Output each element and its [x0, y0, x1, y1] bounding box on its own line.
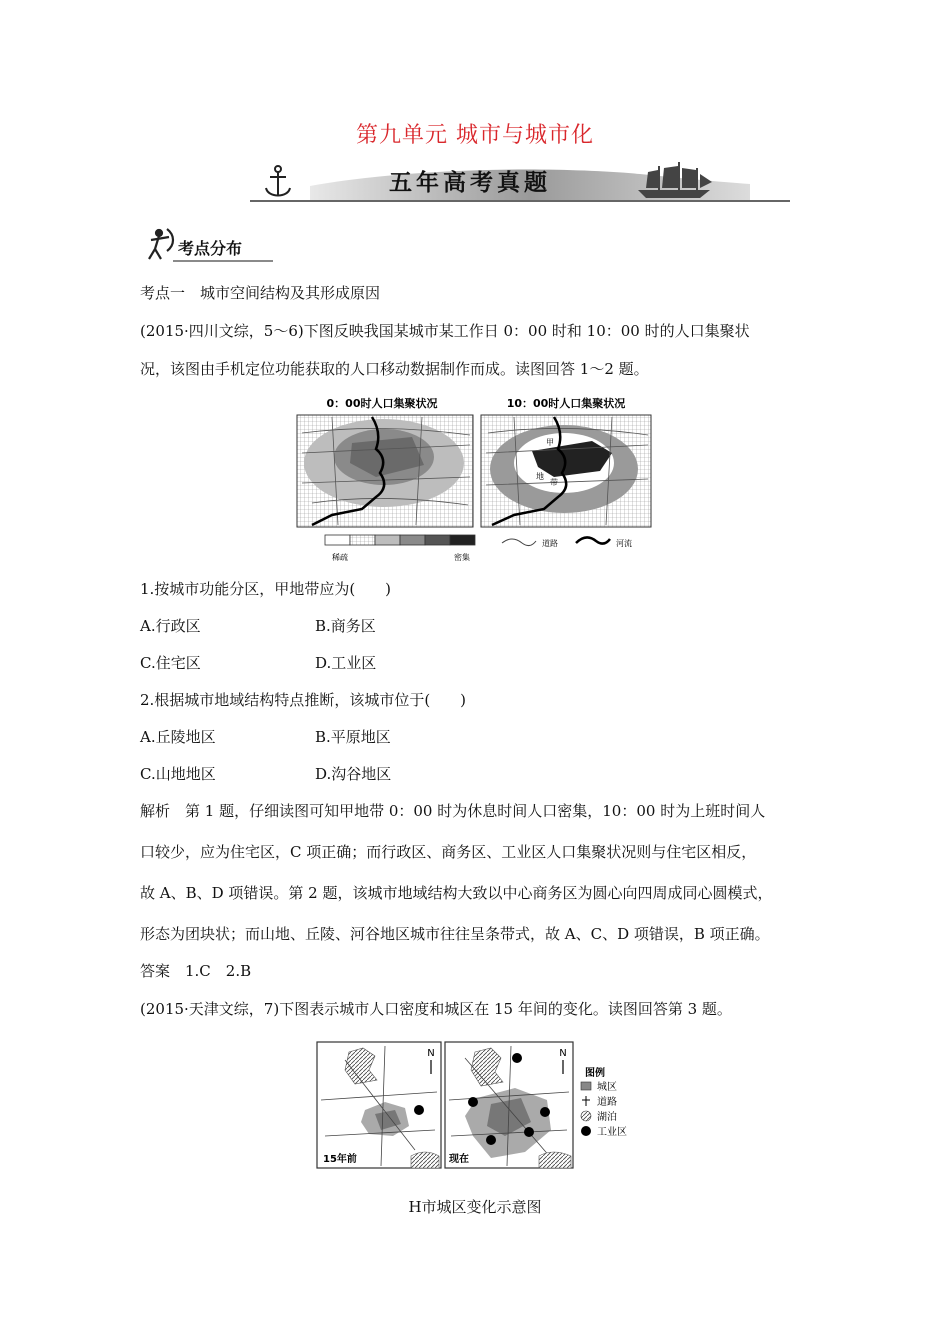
analysis-line-3: 故 A、B、D 项错误。第 2 题，该城市地域结构大致以中心商务区为圆心向四周成同心圆模式， [140, 884, 773, 902]
density-legend [325, 535, 632, 562]
north-arrow-left: N [427, 1048, 435, 1059]
city-change-maps [315, 1040, 645, 1172]
archer-icon [149, 229, 173, 259]
q1-option-b: B.商务区 [315, 617, 376, 635]
q1-option-d: D.工业区 [315, 654, 377, 672]
legend-dense: 密集 [454, 553, 470, 562]
banner-title: 五年高考真题 [389, 170, 551, 196]
q2-stem: 2.根据城市地域结构特点推断，该城市位于( ) [140, 691, 467, 709]
map-15-years-ago [317, 1042, 441, 1168]
intro-line-1: (2015·四川文综，5～6)下图反映我国某城市某工作日 0：00 时和 10：00 时的人口集聚状 [140, 322, 750, 340]
legend-urban: 城区 [597, 1082, 617, 1093]
label-now: 现在 [449, 1154, 469, 1165]
map-now [445, 1042, 573, 1168]
marker-di: 地 [536, 472, 544, 481]
label-15-years-ago: 15年前 [323, 1154, 357, 1165]
q1-option-c: C.住宅区 [140, 654, 201, 672]
q1-stem: 1.按城市功能分区，甲地带应为( ) [140, 580, 392, 598]
industry-dot-4 [524, 1127, 534, 1137]
figure-caption: H市城区变化示意图 [408, 1198, 542, 1216]
industry-dot-5 [486, 1135, 496, 1145]
topic-title: 考点一 城市空间结构及其形成原因 [140, 284, 381, 302]
sailing-ship-icon [638, 162, 712, 198]
q2-option-d: D.沟谷地区 [315, 765, 392, 783]
legend-road-2: 道路 [597, 1097, 617, 1108]
legend-river: 河流 [616, 539, 632, 548]
legend-lake: 湖泊 [597, 1112, 617, 1123]
industry-dot-3 [540, 1107, 550, 1117]
q2-option-c: C.山地地区 [140, 765, 216, 783]
q2-option-b: B.平原地区 [315, 728, 391, 746]
analysis-line-4: 形态为团块状；而山地、丘陵、河谷地区城市往往呈条带式，故 A、C、D 项错误，B 项正确。 [140, 925, 770, 943]
map-left-title: 0：00时人口集聚状况 [326, 397, 438, 410]
unit-title: 第九单元 城市与城市化 [356, 123, 594, 148]
map-left [297, 415, 473, 527]
marker-dai: 带 [550, 478, 558, 487]
legend-industry: 工业区 [597, 1127, 627, 1138]
map-right-title: 10：00时人口集聚状况 [506, 397, 626, 410]
q2-option-a: A.丘陵地区 [140, 728, 216, 746]
intro-line-2: 况，该图由手机定位功能获取的人口移动数据制作而成。读图回答 1～2 题。 [140, 360, 649, 378]
section-label: 考点分布 [178, 239, 243, 258]
map-legend [581, 1066, 627, 1138]
answer-line: 答案 1.C 2.B [140, 962, 252, 980]
analysis-line-2: 口较少，应为住宅区，C 项正确；而行政区、商务区、工业区人口集聚状况则与住宅区相反， [140, 843, 757, 861]
industry-dot-old [414, 1105, 424, 1115]
analysis-line-1: 解析 第 1 题，仔细读图可知甲地带 0：00 时为休息时间人口密集，10：00 时为上班时间人 [140, 802, 766, 820]
legend-road: 道路 [542, 539, 558, 548]
north-arrow-right: N [559, 1048, 567, 1059]
legend-sparse: 稀疏 [332, 553, 348, 562]
population-density-maps [292, 393, 656, 569]
map-right [481, 415, 651, 527]
anchor-icon [266, 166, 290, 196]
q1-option-a: A.行政区 [140, 617, 201, 635]
marker-jia: 甲 [546, 438, 554, 447]
intro2-line: (2015·天津文综，7)下图表示城市人口密度和城区在 15 年间的变化。读图回答第 3 题。 [140, 1000, 732, 1018]
legend-title: 图例 [585, 1068, 605, 1079]
industry-dot-1 [512, 1053, 522, 1063]
industry-dot-2 [468, 1097, 478, 1107]
